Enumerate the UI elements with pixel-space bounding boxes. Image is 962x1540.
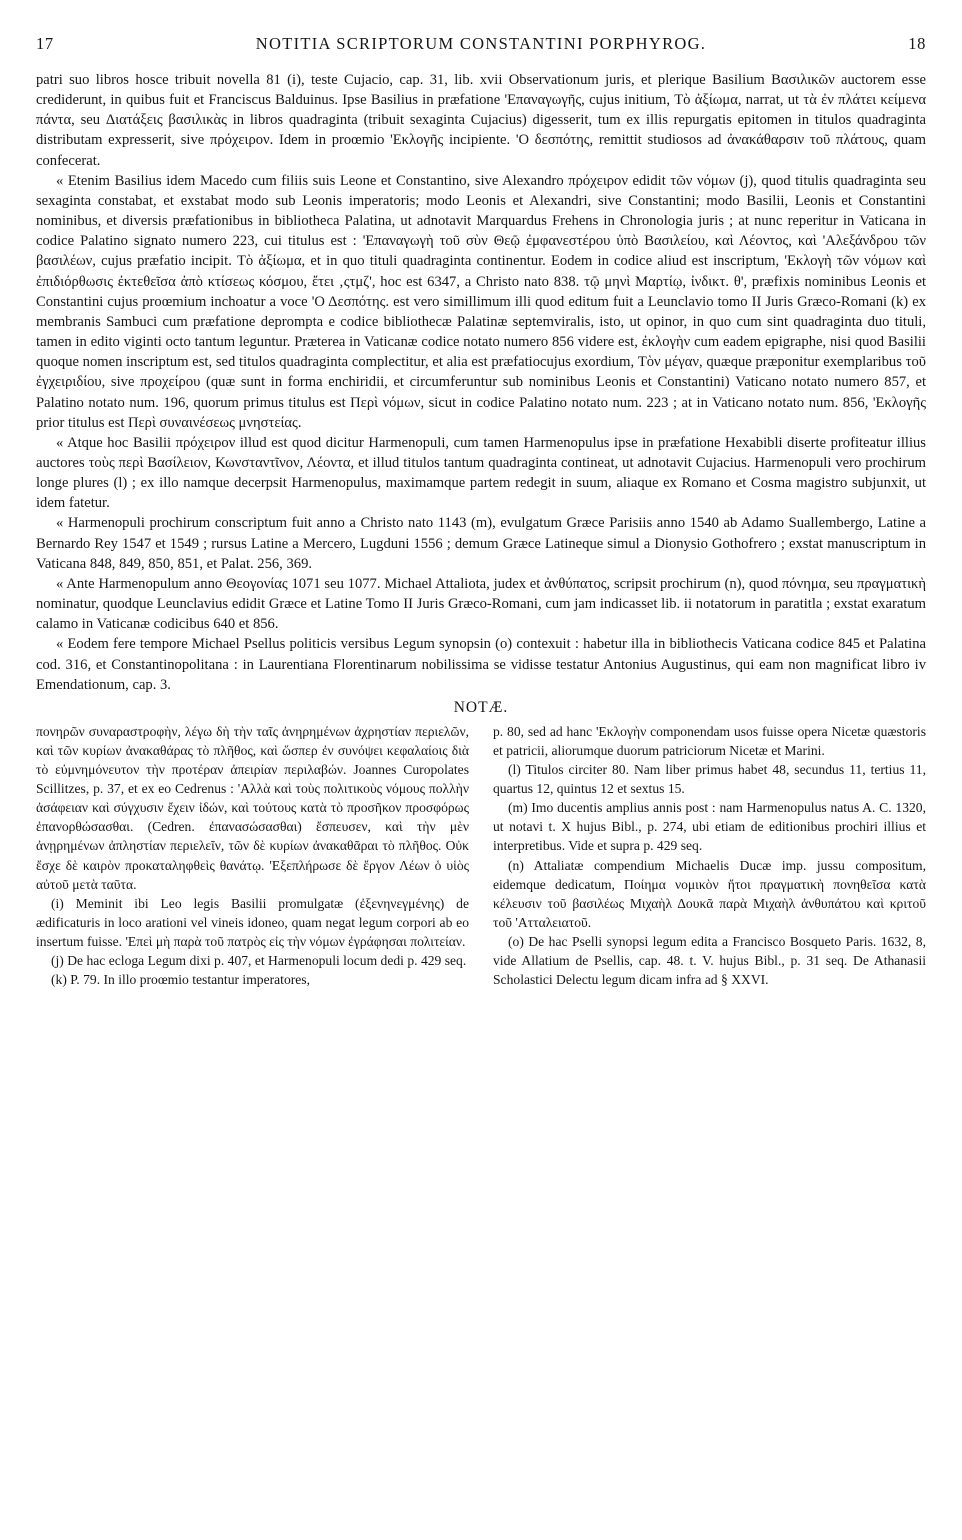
page-number-left: 17 (36, 34, 54, 53)
running-title: NOTITIA SCRIPTORUM CONSTANTINI PORPHYROG. (255, 34, 707, 53)
paragraph: « Atque hoc Basilii πρόχειρον illud est quod dicitur Harmenopuli, cum tamen Harmenopulus ipse in præfatione Hexabibli diserte profiteatur illius auctores τοὺς περὶ Βασίλειον, Κωνσταντῖνον, Λέοντα, et illud titulos tantum quadraginta contineat, ut adnotavit Cujacius. Harmenopuli vero prochirum longe plures (l) ; ex illo namque decerpsit Harmenopulus, maximamque partem redegit in suum, aliaque ex Romano et Cosma magistro subjunxit, ut idem fatetur. (36, 434, 926, 512)
paragraph: patri suo libros hosce tribuit novella 81 (i), teste Cujacio, cap. 31, lib. xvii Observationum juris, et plerique Basilium Βασιλικῶν auctorem esse crediderunt, in quibus fuit et Franciscus Balduinus. Ipse Basilius in præfatione 'Επαναγωγῆς, cujus initium, Τὸ ἀξίωμα, narrat, ut τὰ ἐν πλάτει κείμενα πάντα, seu Διατάξεις βασιλικὰς in libros quadraginta (tribuit sexaginta Cujacius) digesserit, tum ex illis repurgatis epitomen in titulos quadraginta distributam expresserit, sive πρόχειρον. Idem in proœmio 'Εκλογῆς incipiente. 'Ο δεσπότης, remittit studiosos ad ἀνακάθαρσιν τοῦ πλάτους, quam confecerat. (36, 72, 926, 169)
footnote: (j) De hac ecloga Legum dixi p. 407, et Harmenopuli locum dedi p. 429 seq. (51, 952, 467, 968)
paragraph: « Harmenopuli prochirum conscriptum fuit anno a Christo nato 1143 (m), evulgatum Græce Parisiis anno 1540 ab Adamo Suallembergo, Latine a Bernardo Rey 1547 et 1549 ; rursus Latine a Mercero, Lugduni 1556 ; demum Græce Latineque simul a Dionysio Gothofrero ; exstat manuscriptum in Vaticana 848, 849, 850, 851, et Palat. 256, 369. (36, 515, 926, 572)
main-text (36, 70, 926, 695)
running-header (36, 34, 926, 64)
paragraph: « Eodem fere tempore Michael Psellus politicis versibus Legum synopsin (o) contexuit : habetur illa in bibliothecis Vaticana codice 845 et Palatina cod. 316, et Constantinopolitana : in Laurentiana Florentinarum nobilissima se vidisse testatur Antonius Augustinus, qui eam non magnificat libro iv Emendationum, cap. 3. (36, 636, 926, 693)
footnote: (m) Imo ducentis amplius annis post : nam Harmenopulus natus A. C. 1320, ut notavi t. X hujus Bibl., p. 274, ubi etiam de editionibus prochiri illius et interpretibus. Vide et supra p. 429 seq. (493, 800, 926, 854)
footnote: p. 80, sed ad hanc 'Εκλογὴν componendam usos fuisse opera Nicetæ quæstoris et patricii, aliorumque duorum patriciorum Nicetæ et Marini. (493, 723, 926, 758)
notes-heading: NOTÆ. (453, 698, 509, 716)
footnotes-right-column (493, 722, 926, 989)
paragraph: « Etenim Basilius idem Macedo cum filiis suis Leone et Constantino, sive Alexandro πρόχειρον edidit τῶν νόμων (j), quod titulis quadraginta seu sexaginta constabat, et exstabat modo sub Leonis imperatoris; modo Leonis et Alexandri, sive Constantini; modo Basilii, Leonis et Constantini nominibus, et diversis præfationibus in bibliotheca Palatina, ut adnotavit Marquardus Frehens in Chronologia juris ; at nunc reperitur in Vaticana in codice Palatino signato numero 223, cui titulus est : 'Επαναγωγὴ τοῦ σὺν Θεῷ ἐμφανεστέρου ὑπὸ Βασιλείου, καὶ Λέοντος, καὶ 'Αλεξάνδρου τῶν βασιλέων, cujus præfatio incipit. Τὸ ἀξίωμα, et in quo tituli quadraginta continentur. Eodem in codice aliud est inscriptum, 'Εκλογὴ τῶν νόμων καὶ ἐπιδιόρθωσις ἐκτεθεῖσα ἀπὸ κτίσεως κόσμου, ἔτει ‚ςτμζ', hoc est 6347, a Christo nato 838. τῷ μηνὶ Μαρτίῳ, ἰνδικτ. θ', præfixis nominibus Leonis et Constantini cujus proœmium inchoatur a voce 'Ο Δεσπότης. est vero simillimum illi quod editum fuit a Leunclavio tomo II Juris Græco-Romani (k) ex membranis Sambuci cum præfatione deprompta e codice bibliothecæ Palatinæ septemviralis, isto, ut opinor, in quo cum sint quadraginta duo tituli, tamen in edito viginti octo tantum leguntur. Præterea in Vaticanæ codice notato numero 856 videre est, ἐκλογὴν cum eadem epigraphe, nisi quod Basilii quoque nomen inscriptum est, sed titulos quadraginta complectitur, et alia est præfatiocujus exordium, Τὸν μέγαν, quæque præponitur exemplaribus τοῦ ἐγχειριδίου, sive προχείρου (quæ sunt in forma enchiridii, et circumferuntur sub nominibus Leonis et Constantini) Vaticano notato numero 857, et Palatino notato num. 196, quorum primus titulus est Περὶ νόμων, sicut in codice Palatino notato num. 223 ; at in Vaticano notato num. 856, 'Εκλογῆς prior titulus est Περὶ συναινέσεως μνηστείας. (36, 172, 926, 431)
footnote: (i) Meminit ibi Leo legis Basilii promulgatæ (ἐξενηνεγμένης) de ædificaturis in loco arationi vel vineis idoneo, quam negat legum corpori ab eo insertum fuisse. 'Επεὶ μὴ παρὰ τοῦ πατρὸς εἰς τὴν νόμων ἐγράφησαι πολιτείαν. (36, 895, 469, 949)
footnote: (l) Titulos circiter 80. Nam liber primus habet 48, secundus 11, tertius 11, quartus 12, quintus 12 et sextus 15. (493, 762, 926, 797)
paragraph: « Ante Harmenopulum anno Θεογονίας 1071 seu 1077. Michael Attaliota, judex et ἀνθύπατος, scripsit prochirum (n), quod πόνημα, seu πραγματικὴ nominatur, quodque Leunclavius edidit Græce et Latine Tomo II Juris Græco-Romani, cum jam indicasset lib. ii notatorum in paratitla ; exstat exaratum calamo in Vaticanæ codicibus 640 et 856. (36, 575, 926, 633)
footnotes-left-column (36, 722, 469, 989)
footnotes (36, 722, 926, 989)
footnote: (o) De hac Pselli synopsi legum edita a Francisco Bosqueto Paris. 1632, 8, vide Allatium de Psellis, cap. 48. t. V. hujus Bibl., p. 31 seq. De Athanasii Scholastici Delectu legum dicam infra ad § XXVI. (493, 933, 926, 988)
footnote: (n) Attaliatæ compendium Michaelis Ducæ imp. jussu compositum, eidemque dedicatum, Ποίημα νομικὸν ἤτοι πραγματικὴ πονηθεῖσα κατὰ κέλευσιν τοῦ βασιλέως Μιχαὴλ Δουκᾶ παρὰ Μιχαὴλ ἀνθυπάτου καὶ κριτοῦ τοῦ 'Ατταλειατοῦ. (493, 857, 926, 930)
page-number-right: 18 (908, 34, 926, 53)
footnote: πονηρῶν συναραστροφὴν, λέγω δὴ τὴν ταῖς ἀνηρημένων ἀχρηστίαν περιελῶν, καὶ τῶν κυρίων ἀνακαθάρας τὸ πλῆθος, καὶ ὥσπερ ἐν συνόψει κεφαλαίοις διὰ τὸ εὐμνημόνευτον τὴν προτέραν ἀπειρίαν περιλαβών. Joannes Curopolates Scillitzes, p. 37, et ex eo Cedrenus : 'Αλλὰ καὶ τοὺς πολιτικοὺς νόμους πολλὴν ἀσάφειαν καὶ σύγχυσιν ἔχειν ἰδών, καὶ τούτους κατὰ τὸ προσῆκον προσφόρως ἐπανορθώσασθαι. (Cedren. ἐπανασώσασθαι) ἔσπευσεν, καὶ τὴν μὲν ἀνῃρημένων ἀπληστίαν περιελεῖν, τῶν δὲ κυρίων ἀνακαθᾶραι τὸ πλῆθος. Οὐκ ἔσχε δὲ καιρὸν προκαταληφθεὶς θανάτῳ. 'Εξεπλήρωσε δὲ ἔργον Λέων ὁ υἱὸς αὐτοῦ μετὰ ταῦτα. (36, 723, 469, 892)
document-page (36, 34, 926, 989)
footnote: (k) P. 79. In illo proœmio testantur imperatores, (51, 972, 310, 988)
